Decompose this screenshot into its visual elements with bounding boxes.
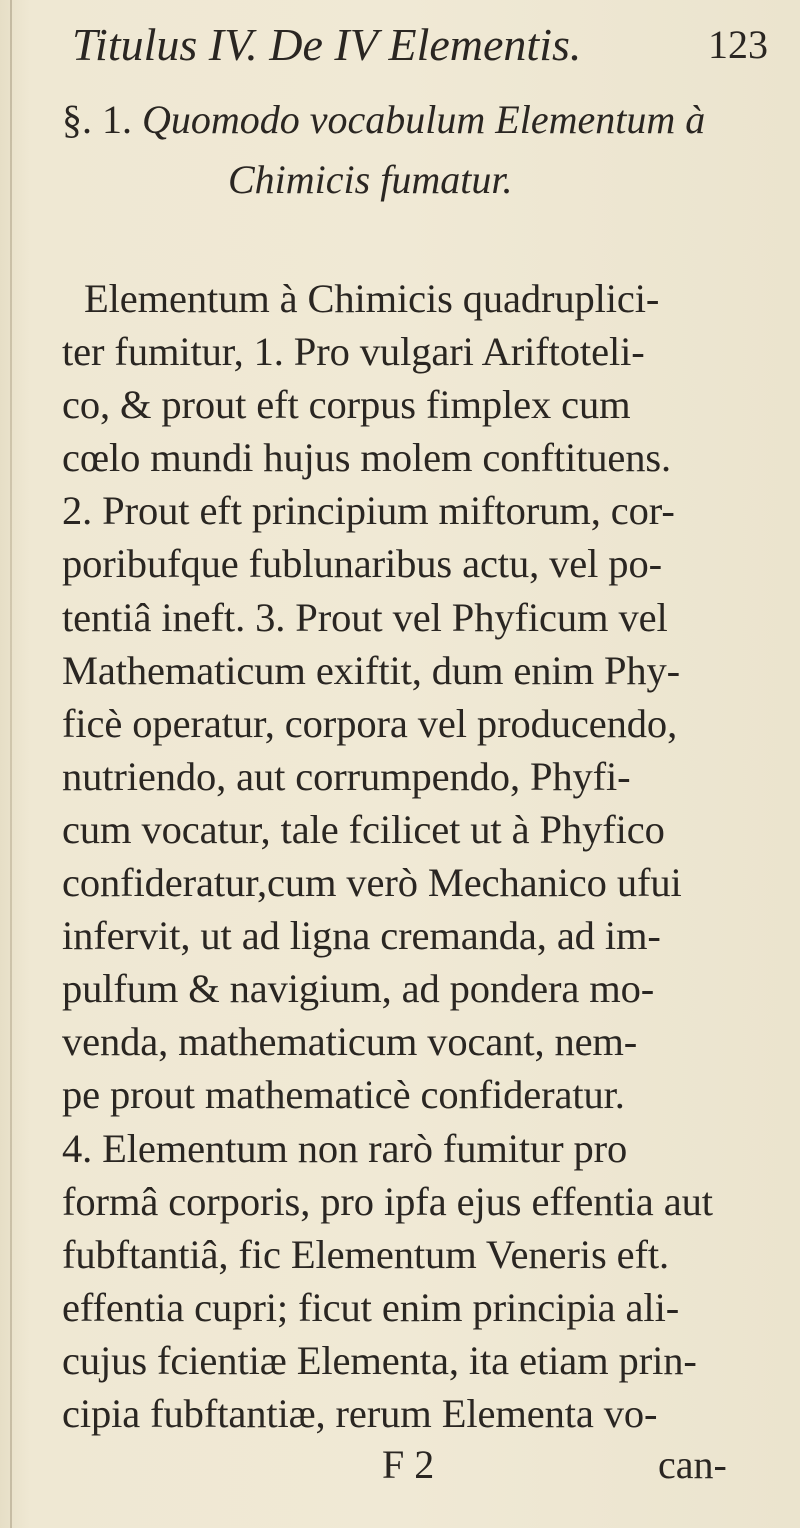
text-line: tentiâ ineft. 3. Prout vel Phyficum vel	[62, 594, 668, 640]
text-line: Mathematicum exiftit, dum enim Phy-	[62, 647, 681, 693]
section-mark: §. 1.	[62, 97, 132, 142]
text-line: ficè operatur, corpora vel producendo,	[62, 700, 678, 746]
text-line: cœlo mundi hujus molem conftituens.	[62, 435, 672, 481]
section-title-part-2: Chimicis fumatur.	[228, 157, 513, 202]
text-line: cujus fcientiæ Elementa, ita etiam prin-	[62, 1337, 697, 1383]
gutter-edge	[10, 0, 12, 1528]
text-line: pe prout mathematicè confideratur.	[62, 1072, 625, 1118]
text-line: nutriendo, aut corrumpendo, Phyfi-	[62, 753, 631, 799]
text-line: cum vocatur, tale fcilicet ut à Phyfico	[62, 806, 665, 852]
text-line: cipia fubftantiæ, rerum Elementa vo-	[62, 1390, 658, 1436]
signature-mark: F 2	[382, 1442, 435, 1487]
text-line: infervit, ut ad ligna cremanda, ad im-	[62, 913, 661, 959]
text-line: poribufque fublunaribus actu, vel po-	[62, 541, 662, 587]
catchword: can-	[658, 1442, 727, 1487]
body-paragraph	[62, 272, 772, 1440]
text-line: 4. Elementum non rarò fumitur pro	[62, 1125, 628, 1171]
page-number: 123	[708, 22, 768, 67]
text-line: pulfum & navigium, ad pondera mo-	[62, 966, 655, 1012]
section-heading-line-1	[62, 97, 705, 142]
page-footer	[0, 1440, 800, 1490]
text-line: venda, mathematicum vocant, nem-	[62, 1019, 638, 1065]
text-line: effentia cupri; ficut enim principia ali-	[62, 1284, 680, 1330]
text-line: fubftantiâ, fic Elementum Veneris eft.	[62, 1231, 670, 1277]
text-line: Elementum à Chimicis quadruplici-	[84, 276, 660, 321]
text-line: ter fumitur, 1. Pro vulgari Ariftoteli-	[62, 329, 645, 375]
text-line: formâ corporis, pro ipfa ejus effentia aut	[62, 1178, 713, 1224]
running-title: Titulus IV. De IV Elementis.	[72, 19, 582, 70]
text-line: co, & prout eft corpus fimplex cum	[62, 382, 631, 428]
text-line: confideratur,cum verò Mechanico ufui	[62, 860, 682, 906]
text-line: 2. Prout eft principium miftorum, cor-	[62, 488, 675, 534]
section-heading	[62, 90, 782, 210]
section-title-part-1: Quomodo vocabulum Elementum à	[142, 97, 706, 142]
running-header	[72, 20, 772, 70]
